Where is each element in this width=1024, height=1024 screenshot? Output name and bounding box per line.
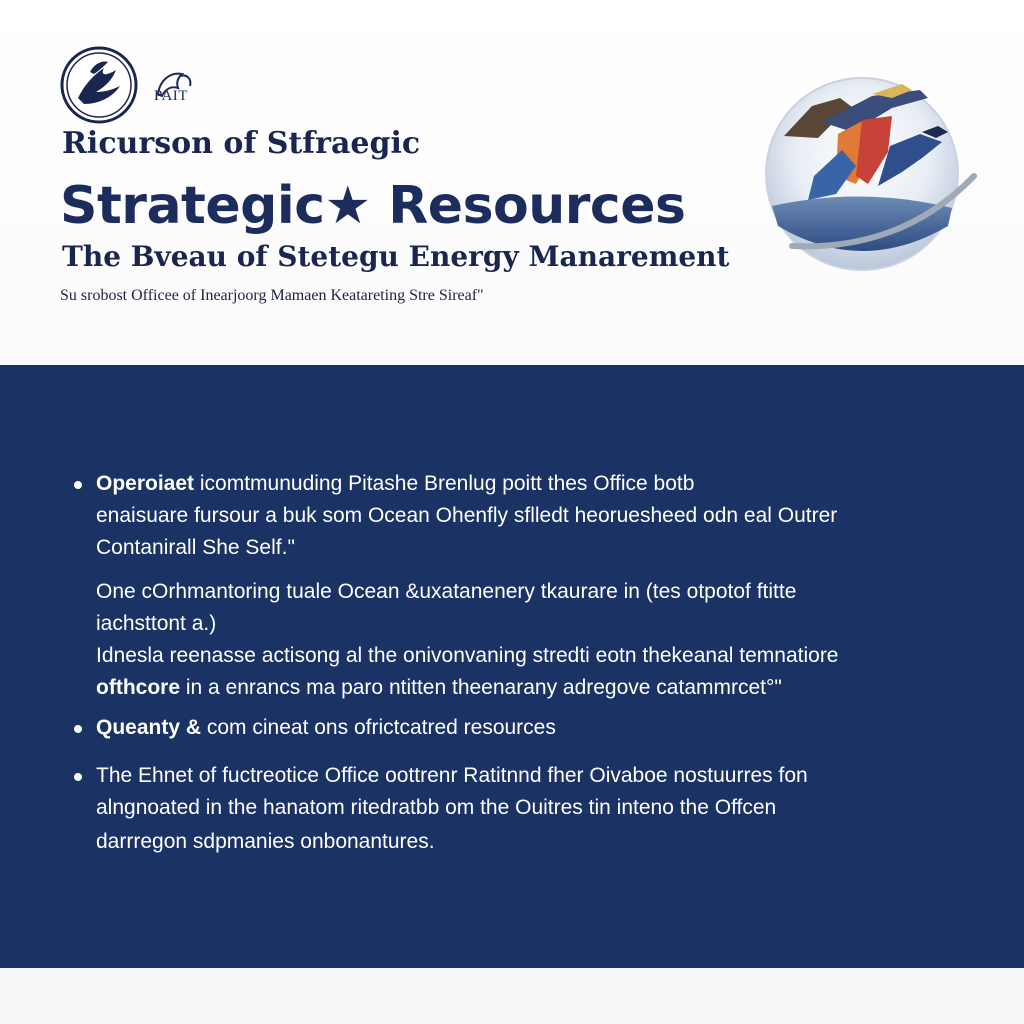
paragraph-2-line-1: One cOrhmantoring tuale Ocean &uxatanenery tkaurare in (tes otpotof ftitte bbox=[96, 580, 797, 603]
bullet-3 bbox=[74, 773, 82, 781]
paragraph-5 bbox=[96, 760, 966, 824]
small-mark-text: PAIT bbox=[154, 88, 188, 104]
paragraph-6-line-1: darrregon sdpmanies onbonantures. bbox=[96, 830, 435, 853]
paragraph-5-line-2: alngnoated in the hanatom ritedratbb om the Ouitres tin intenо the Offcen bbox=[96, 796, 777, 819]
eagle-globe-emblem-icon bbox=[752, 76, 992, 276]
paragraph-1 bbox=[96, 468, 966, 564]
office-line: Su srobost Officee of Inearjoorg Mamaen Keatareting Stre Sireaf" bbox=[60, 287, 484, 304]
bureau-line: The Bveau of Stetegu Energy Manarement bbox=[62, 240, 730, 273]
paragraph-4 bbox=[96, 712, 966, 744]
paragraph-4-rest: com cineat ons ofrictcatred resources bbox=[201, 716, 556, 739]
paragraph-2 bbox=[96, 576, 966, 640]
header bbox=[0, 0, 1024, 365]
paragraph-3 bbox=[96, 640, 966, 704]
paragraph-5-line-1: The Ehnet of fuctreotice Office oottrenr Ratitnnd fher Oivaboe nostuurres fon bbox=[96, 764, 808, 787]
paragraph-6 bbox=[96, 826, 966, 858]
page-title: Strategic★ Resources bbox=[60, 176, 686, 236]
paragraph-3-line-2: in a enrancs ma paro ntitten theenarany adregove catammrcet°" bbox=[180, 676, 782, 699]
paragraph-1-line-1: icomtmunuding Pitashe Brenlug poitt thes Office botb bbox=[194, 472, 695, 495]
footer-strip bbox=[0, 968, 1024, 1024]
paragraph-1-line-2: enaisuare fursour a buk som Ocean Ohenfly sflledt heoruesheed odn eal Outrer bbox=[96, 504, 838, 527]
bullet-1 bbox=[74, 481, 82, 489]
paragraph-3-lead: ofthcore bbox=[96, 676, 180, 699]
paragraph-2-line-2: iachsttont a.) bbox=[96, 612, 217, 635]
seal-emblem-icon bbox=[60, 46, 138, 124]
bullet-2 bbox=[74, 725, 82, 733]
subtitle-top: Ricurson of Stfraegic bbox=[62, 126, 421, 161]
paragraph-4-lead: Queanty & bbox=[96, 716, 202, 739]
paragraph-3-line-1: Idnesla reenasse actisong al the onivonvaning stredti eotn thekeanal temnatiore bbox=[96, 644, 839, 667]
paragraph-1-lead: Operoiaet bbox=[96, 472, 195, 495]
paragraph-1-line-3: Contanirall She Self." bbox=[96, 536, 295, 559]
